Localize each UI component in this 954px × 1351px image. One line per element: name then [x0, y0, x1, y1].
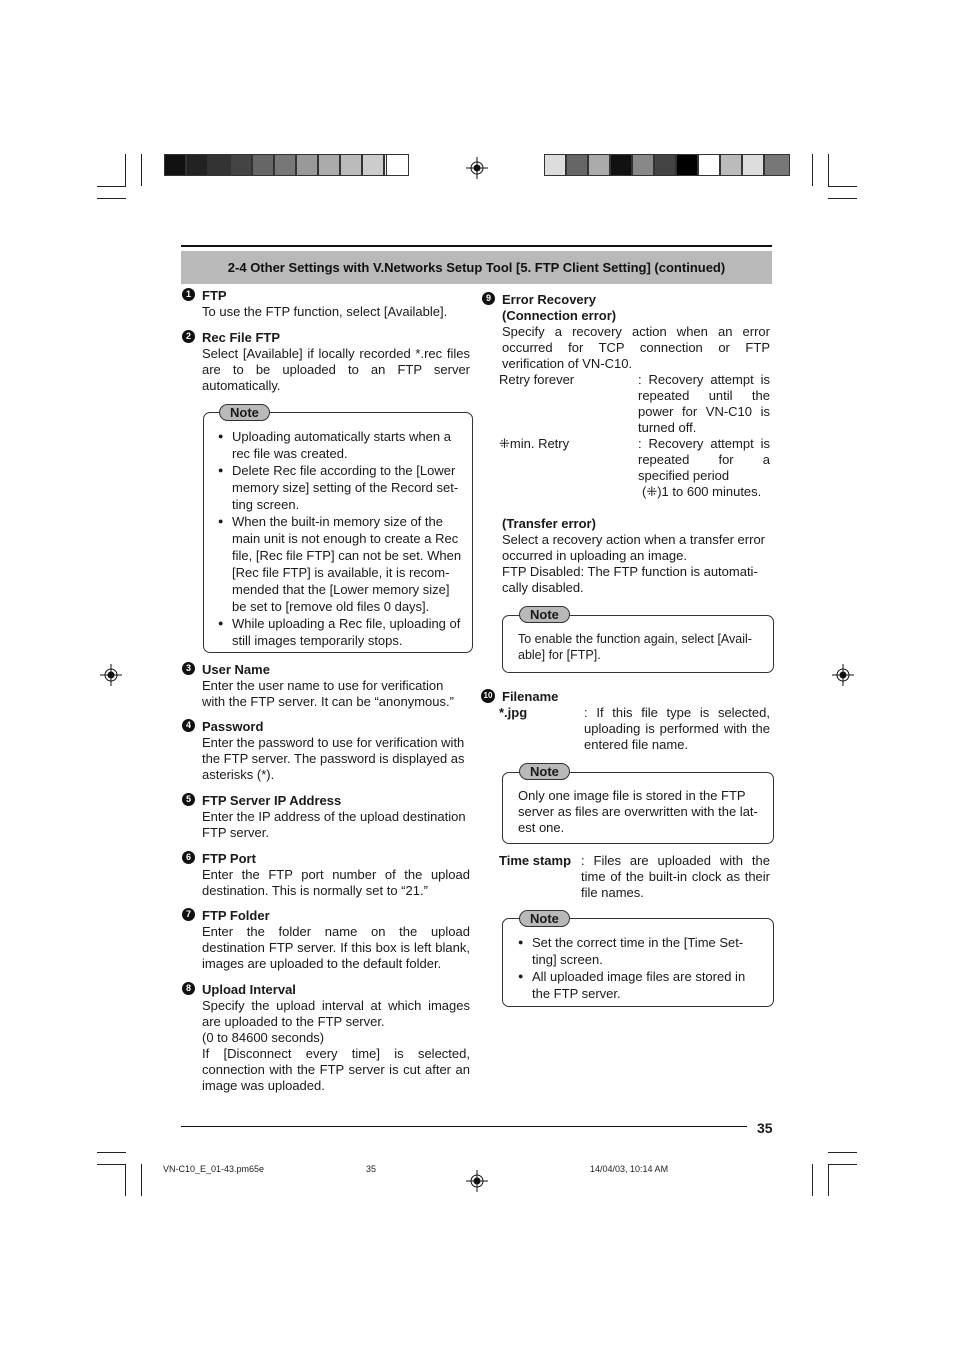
note-item: ● Delete Rec file according to the [Lower memory size] setting of the Record set-ting screen.: [218, 462, 462, 513]
section-number-badge: 7: [182, 908, 195, 921]
section-body: Enter the folder name on the upload destination FTP server. If this box is left blank, images are uploaded to the default folder.: [202, 924, 470, 971]
swatch: [340, 154, 362, 176]
option-desc: : If this file type is selected, uploading is performed with the entered file name.: [584, 705, 770, 752]
swatch: [252, 154, 274, 176]
swatch: [274, 154, 296, 176]
section-subtitle: (Connection error): [502, 308, 617, 323]
swatch: [544, 154, 566, 176]
swatch: [764, 154, 790, 176]
crop-mark: [125, 154, 126, 186]
crop-mark: [828, 198, 857, 199]
section-body: To use the FTP function, select [Available].: [202, 304, 448, 319]
swatch: [588, 154, 610, 176]
section-number-badge: 5: [182, 793, 195, 806]
swatch: [698, 154, 720, 176]
section-filename: [502, 689, 770, 705]
crop-mark: [141, 1164, 142, 1196]
section-body: Enter the IP address of the upload destination FTP server.: [202, 809, 466, 840]
section-upload-interval: [202, 982, 470, 1094]
option-desc: : Recovery attempt is repeated until the power for VN-C10 is turned off.: [638, 372, 770, 435]
crop-mark: [97, 198, 126, 199]
section-number-badge: 4: [182, 719, 195, 732]
registration-mark-icon: [466, 1170, 488, 1192]
crop-mark: [828, 1152, 857, 1153]
footer-date: 14/04/03, 10:14 AM: [590, 1164, 669, 1174]
option-range: (⁜)1 to 600 minutes.: [642, 484, 762, 499]
section-body: Enter the password to use for verification with the FTP server. The password is displayed as asterisks (*).: [202, 735, 465, 782]
section-ftp-server-ip: [202, 793, 470, 841]
section-body: Specify a recovery action when an error occurred for TCP connection or FTP verification of VN-C10.: [502, 324, 770, 371]
footer-page: 35: [366, 1164, 377, 1174]
section-number-badge: 8: [182, 982, 195, 995]
note-item: ● When the built-in memory size of the main unit is not enough to create a Rec file, [Rec file FTP] can not be set. When [Rec file FTP] is available, it is recom-mended that the [Lower memory size] be set to [remove old files 0 days].: [218, 513, 462, 615]
section-title: FTP Folder: [202, 908, 270, 923]
section-rec-file-ftp: [202, 330, 470, 394]
section-body: Specify the upload interval at which images are uploaded to the FTP server.: [202, 998, 470, 1029]
option-label: Time stamp: [499, 853, 572, 868]
swatch: [742, 154, 764, 176]
swatch: [386, 154, 409, 176]
swatch: [610, 154, 632, 176]
section-body: Select [Available] if locally recorded *.rec files are to be uploaded to an FTP server automatically.: [202, 346, 470, 393]
section-title: FTP: [202, 288, 227, 303]
note-item: ● Uploading automatically starts when a rec file was created.: [218, 428, 462, 462]
section-user-name: [202, 662, 470, 710]
swatch: [654, 154, 676, 176]
crop-mark: [812, 154, 813, 186]
swatch: [720, 154, 742, 176]
swatch: [230, 154, 252, 176]
section-number-badge: 10: [481, 689, 495, 703]
section-ftp-port: [202, 851, 470, 899]
crop-mark: [828, 154, 829, 186]
crop-mark: [828, 186, 857, 187]
swatch: [186, 154, 208, 176]
option-label: Retry forever: [499, 372, 575, 387]
section-number-badge: 1: [182, 288, 195, 301]
section-title: Error Recovery: [502, 292, 596, 307]
option-label: *.jpg: [499, 705, 528, 720]
section-ftp-folder: [202, 908, 470, 972]
section-body: Select a recovery action when a transfer error occurred in uploading an image.: [502, 532, 766, 563]
note-tag: Note: [219, 404, 270, 421]
registration-mark-icon: [100, 664, 122, 686]
section-body: Enter the user name to use for verification with the FTP server. It can be “anonymous.”: [202, 678, 454, 709]
section-number-badge: 9: [482, 292, 495, 305]
crop-mark: [97, 1164, 126, 1165]
option-desc: : Recovery attempt is repeated for a specified period: [638, 436, 770, 483]
section-title: FTP Server IP Address: [202, 793, 342, 808]
section-title: Password: [202, 719, 264, 734]
section-ftp: [202, 288, 470, 320]
section-transfer-error: [502, 516, 770, 596]
note-text: Only one image file is stored in the FTP server as files are overwritten with the lat-est one.: [518, 788, 758, 835]
note-item: ● All uploaded image files are stored in the FTP server.: [518, 968, 762, 1002]
section-title: Rec File FTP: [202, 330, 281, 345]
section-body: (0 to 84600 seconds): [202, 1030, 325, 1045]
swatch: [362, 154, 384, 176]
section-title: Upload Interval: [202, 982, 296, 997]
crop-mark: [828, 1164, 857, 1165]
page-number: 35: [757, 1120, 773, 1136]
swatch: [632, 154, 654, 176]
section-password: [202, 719, 470, 783]
section-body: If [Disconnect every time] is selected, connection with the FTP server is cut after an image was uploaded.: [202, 1046, 470, 1093]
crop-mark: [828, 1164, 829, 1196]
note-box: [203, 412, 473, 653]
note-tag: Note: [519, 606, 570, 623]
note-box: [502, 772, 774, 844]
section-number-badge: 3: [182, 662, 195, 675]
section-body: Enter the FTP port number of the upload destination. This is normally set to “21.”: [202, 867, 470, 898]
section-title: User Name: [202, 662, 270, 677]
option-label: ⁜min. Retry: [499, 436, 570, 451]
section-header: 2-4 Other Settings with V.Networks Setup Tool [5. FTP Client Setting] (continued): [181, 251, 772, 284]
registration-mark-icon: [466, 157, 488, 179]
note-text: To enable the function again, select [Avail-able] for [FTP].: [518, 632, 752, 662]
swatch: [164, 154, 186, 176]
note-box: [502, 615, 774, 673]
swatch: [296, 154, 318, 176]
swatch: [566, 154, 588, 176]
section-title: Filename: [502, 689, 559, 704]
section-body: FTP Disabled: The FTP function is automati-cally disabled.: [502, 564, 758, 595]
footer-rule: [181, 1126, 747, 1127]
section-title: FTP Port: [202, 851, 256, 866]
note-item: ● Set the correct time in the [Time Set-ting] screen.: [518, 934, 762, 968]
swatch: [676, 154, 698, 176]
footer-file: VN-C10_E_01-43.pm65e: [163, 1164, 265, 1174]
crop-mark: [141, 154, 142, 186]
registration-mark-icon: [832, 664, 854, 686]
swatch: [208, 154, 230, 176]
crop-mark: [812, 1164, 813, 1196]
crop-mark: [97, 1152, 126, 1153]
crop-mark: [97, 186, 126, 187]
note-item: ● While uploading a Rec file, uploading of still images temporarily stops.: [218, 615, 462, 649]
option-desc: : Files are uploaded with the time of the built-in clock as their file names.: [581, 853, 770, 900]
section-number-badge: 6: [182, 851, 195, 864]
note-tag: Note: [519, 763, 570, 780]
swatch: [318, 154, 340, 176]
section-number-badge: 2: [182, 330, 195, 343]
note-box: [502, 918, 774, 1007]
section-error-recovery: [502, 292, 770, 372]
note-tag: Note: [519, 910, 570, 927]
crop-mark: [125, 1164, 126, 1196]
header-rule: [181, 245, 772, 247]
section-subtitle: (Transfer error): [502, 516, 596, 531]
